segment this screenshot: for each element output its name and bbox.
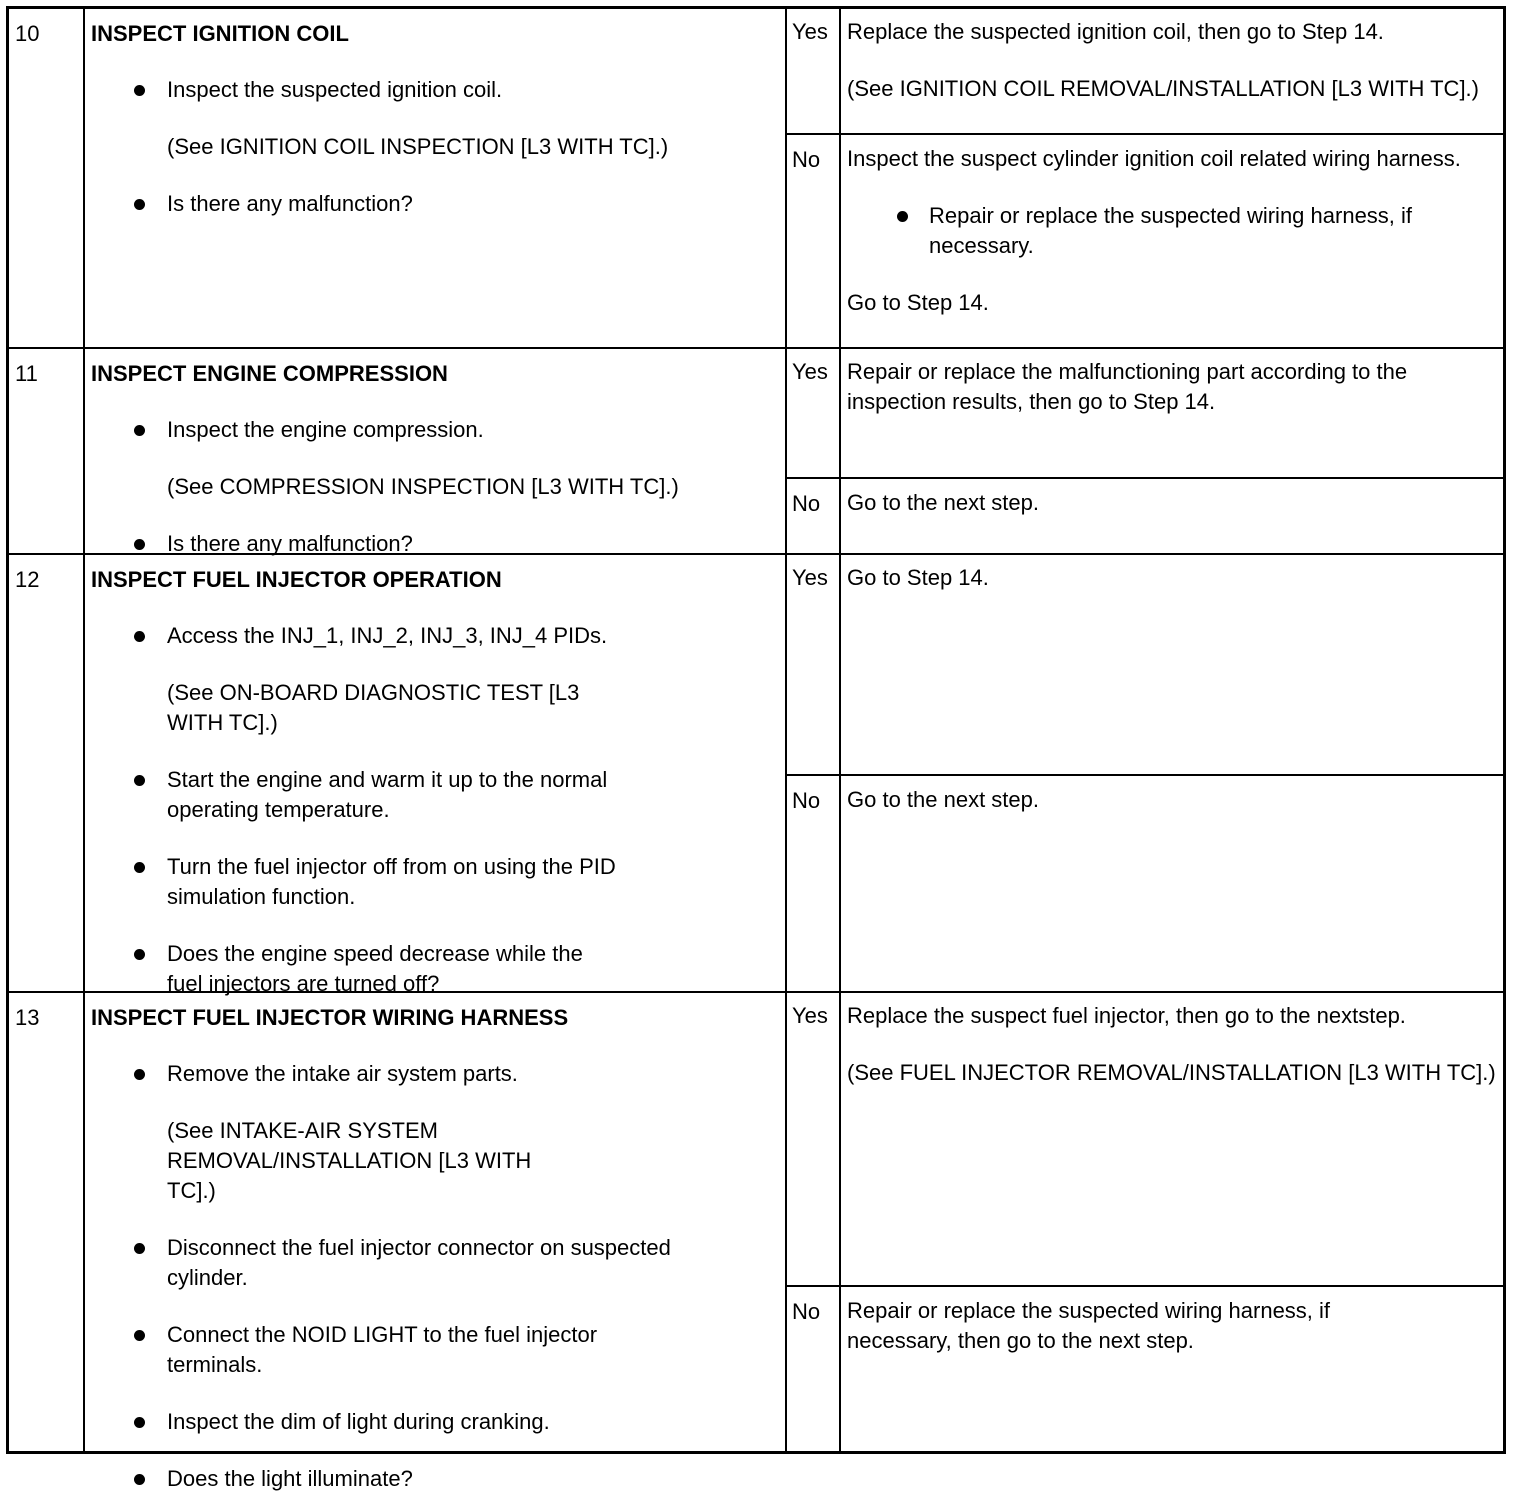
yes-label: Yes	[792, 19, 828, 44]
step-description	[91, 993, 781, 1494]
bullet-icon	[134, 949, 145, 960]
step-note: (See ON-BOARD DIAGNOSTIC TEST [L3 WITH TC].)	[167, 680, 580, 735]
no-label: No	[792, 788, 821, 813]
step-item: Is there any malfunction?	[91, 189, 781, 219]
step-item: Access the INJ_1, INJ_2, INJ_3, INJ_4 PIDs.	[91, 621, 781, 651]
no-action: Inspect the suspect cylinder ignition coil related wiring harness. Repair or replace the suspected wiring harness, if necessary. Go to Step 14.	[847, 146, 1461, 315]
step-note: (See IGNITION COIL INSPECTION [L3 WITH TC].)	[167, 134, 669, 159]
step-item: Inspect the engine compression.	[91, 415, 781, 445]
step-description	[91, 555, 781, 999]
step-description	[91, 9, 781, 219]
yes-action: Repair or replace the malfunctioning part according to the inspection results, then go to Step 14.	[847, 359, 1408, 414]
no-label: No	[792, 491, 821, 516]
table-row-step-10	[9, 9, 1503, 347]
bullet-icon	[134, 425, 145, 436]
bullet-icon	[134, 775, 145, 786]
troubleshooting-table	[6, 6, 1506, 1491]
column-divider	[785, 993, 787, 1453]
no-label: No	[792, 147, 821, 172]
column-divider	[785, 9, 787, 347]
bullet-icon	[134, 1243, 145, 1254]
bullet-icon	[134, 631, 145, 642]
step-item: Inspect the dim of light during cranking.	[91, 1407, 781, 1437]
yes-no-divider	[785, 774, 1503, 776]
bullet-icon	[897, 211, 908, 222]
step-number: 11	[15, 361, 38, 386]
bullet-icon	[134, 1069, 145, 1080]
table-row-step-13	[9, 991, 1503, 1491]
bullet-icon	[134, 862, 145, 873]
step-title: INSPECT ENGINE COMPRESSION	[91, 361, 448, 386]
no-action: Go to the next step.	[847, 490, 1040, 515]
column-divider	[83, 993, 85, 1453]
table-row-step-12	[9, 553, 1503, 996]
step-item: Inspect the suspected ignition coil.	[91, 75, 781, 105]
yes-no-divider	[785, 133, 1503, 135]
step-item: Start the engine and warm it up to the normal operating temperature.	[91, 765, 617, 825]
bullet-icon	[134, 1330, 145, 1341]
column-divider	[83, 9, 85, 347]
yes-action: Replace the suspect fuel injector, then go to the nextstep. (See FUEL INJECTOR REMOVAL/INSTALLATION [L3 WITH TC].)	[847, 1003, 1496, 1085]
yes-no-divider	[785, 477, 1503, 479]
step-note: (See COMPRESSION INSPECTION [L3 WITH TC].)	[167, 474, 679, 499]
column-divider	[839, 9, 841, 347]
bullet-icon	[134, 1474, 145, 1485]
no-action: Repair or replace the suspected wiring harness, if necessary, then go to the next step.	[847, 1298, 1331, 1353]
bullet-icon	[134, 199, 145, 210]
step-title: INSPECT FUEL INJECTOR OPERATION	[91, 567, 502, 592]
step-number: 13	[15, 1005, 40, 1030]
column-divider	[785, 349, 787, 555]
yes-label: Yes	[792, 565, 828, 590]
column-divider	[839, 349, 841, 555]
step-item: Is there any malfunction?	[91, 529, 781, 559]
step-item: Disconnect the fuel injector connector on suspected cylinder.	[91, 1233, 687, 1293]
bullet-icon	[134, 539, 145, 550]
yes-label: Yes	[792, 1003, 828, 1028]
step-item: Remove the intake air system parts.	[91, 1059, 781, 1089]
step-item: Turn the fuel injector off from on using the PID simulation function.	[91, 852, 617, 912]
column-divider	[83, 349, 85, 555]
step-item: Does the engine speed decrease while the fuel injectors are turned off?	[91, 939, 617, 999]
table-row-step-11	[9, 347, 1503, 555]
step-note: (See INTAKE-AIR SYSTEM REMOVAL/INSTALLATION [L3 WITH TC].)	[167, 1118, 532, 1203]
step-title: INSPECT FUEL INJECTOR WIRING HARNESS	[91, 1005, 569, 1030]
yes-action: Replace the suspected ignition coil, then go to Step 14. (See IGNITION COIL REMOVAL/INSTALLATION [L3 WITH TC].)	[847, 19, 1479, 101]
yes-action: Go to Step 14.	[847, 565, 989, 590]
step-item: Connect the NOID LIGHT to the fuel injector terminals.	[91, 1320, 617, 1380]
step-number: 12	[15, 567, 40, 592]
yes-no-divider	[785, 1285, 1503, 1287]
step-number: 10	[15, 21, 40, 46]
yes-label: Yes	[792, 359, 828, 384]
column-divider	[839, 993, 841, 1453]
bullet-icon	[134, 85, 145, 96]
step-item: Does the light illuminate?	[91, 1464, 781, 1494]
no-label: No	[792, 1299, 821, 1324]
bullet-icon	[134, 1417, 145, 1428]
column-divider	[83, 555, 85, 993]
step-title: INSPECT IGNITION COIL	[91, 21, 349, 46]
no-action: Go to the next step.	[847, 787, 1040, 812]
step-description	[91, 349, 781, 559]
